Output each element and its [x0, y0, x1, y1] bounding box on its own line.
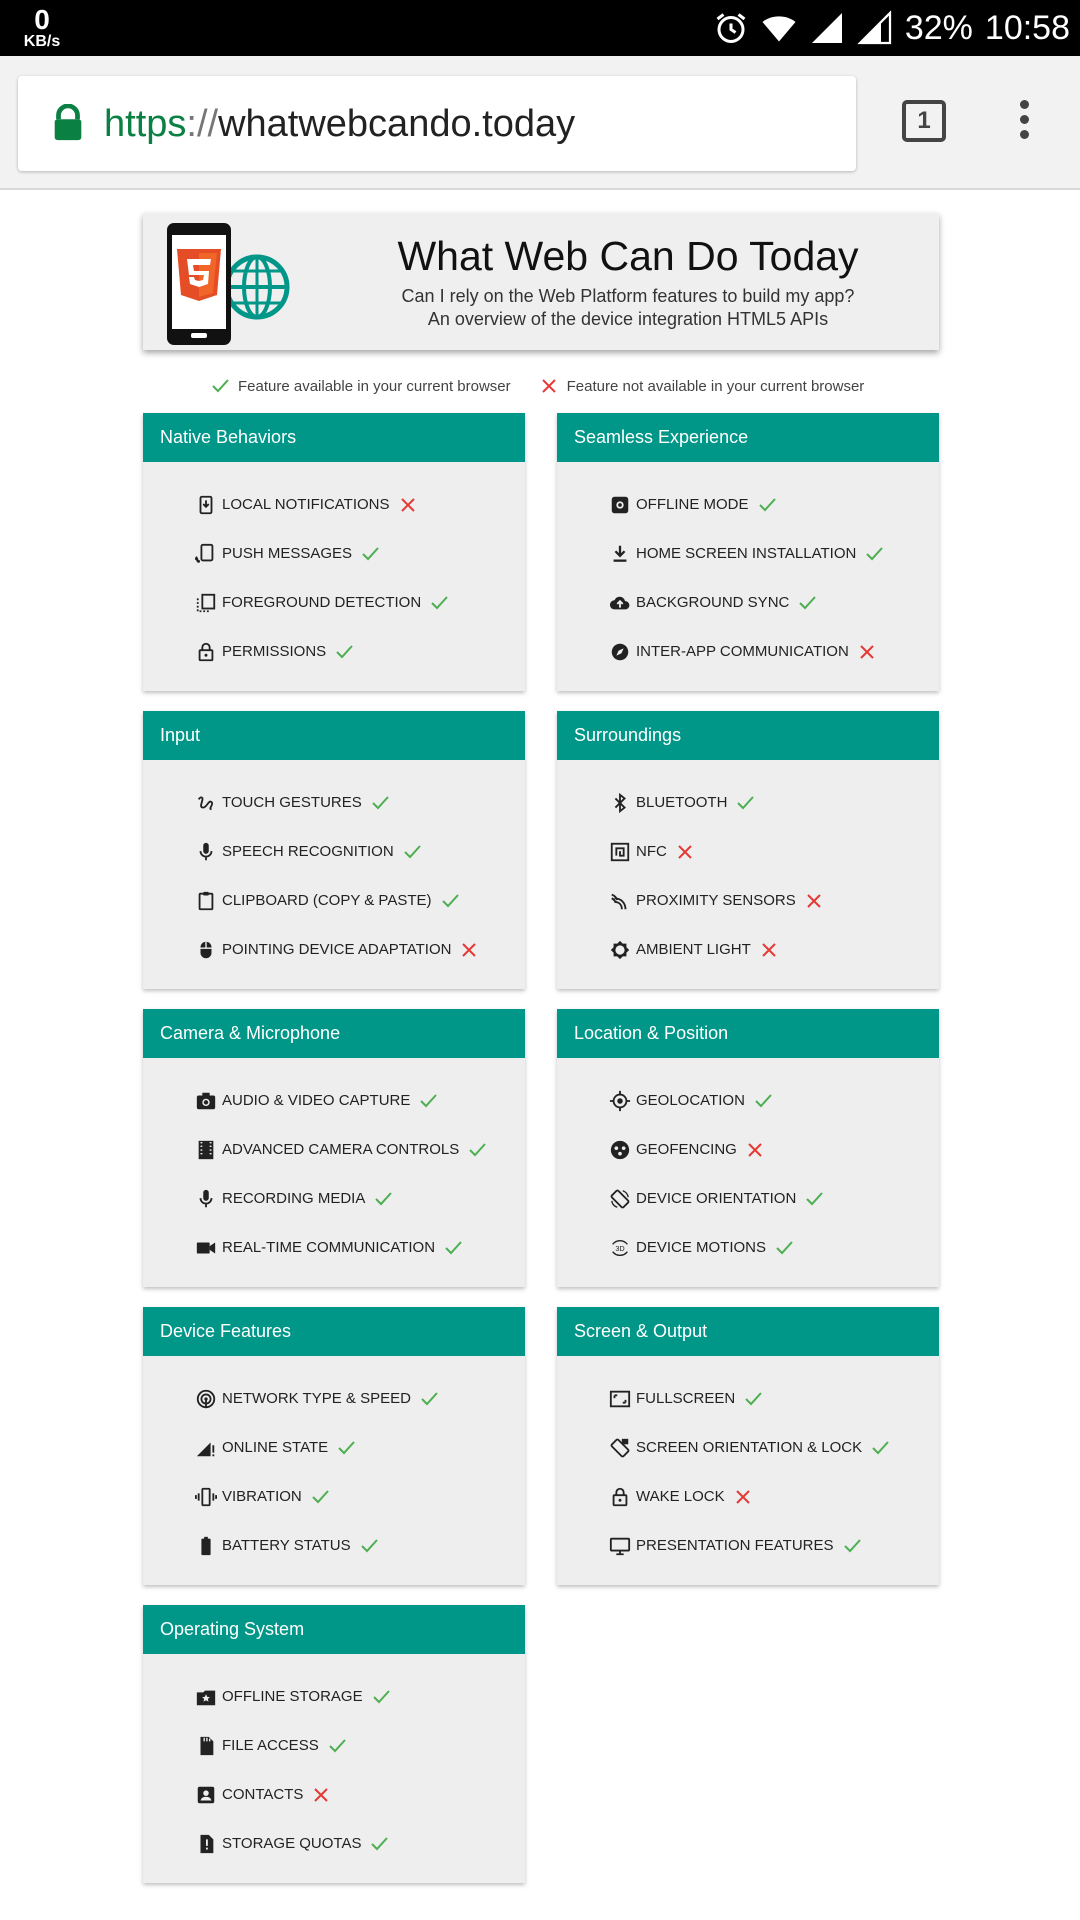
- checkmark-icon: [210, 376, 230, 396]
- vibration-icon: [195, 1486, 217, 1508]
- available-check-icon: [735, 793, 755, 813]
- feature-card: [557, 1009, 939, 1287]
- feature-card-title[interactable]: Surroundings: [557, 711, 939, 760]
- feature-list: [557, 1356, 939, 1570]
- feature-item[interactable]: [609, 578, 939, 627]
- cell-signal-2-icon: [857, 10, 893, 46]
- quota-icon: [195, 1833, 217, 1855]
- unavailable-cross-icon: [733, 1487, 753, 1507]
- feature-item[interactable]: [195, 1076, 525, 1125]
- feature-label: FULLSCREEN: [636, 1390, 736, 1407]
- feature-label: PUSH MESSAGES: [222, 545, 353, 562]
- overflow-menu-icon[interactable]: [1016, 100, 1032, 144]
- feature-card: [557, 711, 939, 989]
- feature-label: AMBIENT LIGHT: [636, 941, 751, 958]
- feature-item[interactable]: [609, 1076, 939, 1125]
- feature-card-title[interactable]: Operating System: [143, 1605, 525, 1654]
- feature-label: SCREEN ORIENTATION & LOCK: [636, 1439, 863, 1456]
- feature-card-title[interactable]: Screen & Output: [557, 1307, 939, 1356]
- feature-label: RECORDING MEDIA: [222, 1190, 366, 1207]
- compass-icon: [609, 641, 631, 663]
- feature-label: OFFLINE STORAGE: [222, 1688, 363, 1705]
- feature-label: PROXIMITY SENSORS: [636, 892, 796, 909]
- unavailable-cross-icon: [759, 940, 779, 960]
- feature-label: DEVICE ORIENTATION: [636, 1190, 797, 1207]
- feature-item[interactable]: [609, 627, 939, 676]
- page-subtitle: [333, 285, 923, 331]
- available-check-icon: [359, 1536, 379, 1556]
- feature-label: FOREGROUND DETECTION: [222, 594, 422, 611]
- legend: [210, 374, 910, 398]
- geofence-icon: [609, 1139, 631, 1161]
- feature-label: TOUCH GESTURES: [222, 794, 362, 811]
- feature-label: INTER-APP COMMUNICATION: [636, 643, 849, 660]
- feature-label: DEVICE MOTIONS: [636, 1239, 767, 1256]
- feature-list: [557, 1058, 939, 1272]
- feature-card-title[interactable]: Location & Position: [557, 1009, 939, 1058]
- feature-label: NETWORK TYPE & SPEED: [222, 1390, 411, 1407]
- browser-toolbar: [0, 56, 1080, 190]
- mouse-icon: [195, 939, 217, 961]
- status-bar: [0, 0, 1080, 56]
- gesture-icon: [195, 792, 217, 814]
- unavailable-cross-icon: [398, 495, 418, 515]
- videocam-icon: [195, 1237, 217, 1259]
- available-check-icon: [743, 1389, 763, 1409]
- feature-label: HOME SCREEN INSTALLATION: [636, 545, 857, 562]
- url-host: whatwebcando.today: [218, 103, 576, 145]
- available-check-icon: [336, 1438, 356, 1458]
- battery-icon: [195, 1535, 217, 1557]
- sd-card-icon: [195, 1735, 217, 1757]
- feature-item[interactable]: [609, 1472, 939, 1521]
- feature-item[interactable]: [609, 1174, 939, 1223]
- feature-card-title[interactable]: Input: [143, 711, 525, 760]
- push-icon: [195, 543, 217, 565]
- address-bar[interactable]: [18, 76, 856, 171]
- feature-label: PERMISSIONS: [222, 643, 327, 660]
- feature-item[interactable]: [195, 1770, 525, 1819]
- legend-not-available-label: Feature not available in your current browser: [566, 377, 865, 395]
- feature-list: [143, 1356, 525, 1570]
- alarm-icon: [713, 10, 749, 46]
- unavailable-cross-icon: [459, 940, 479, 960]
- feature-item[interactable]: [609, 1521, 939, 1570]
- svg-text:3D: 3D: [615, 1243, 625, 1253]
- feature-item[interactable]: [609, 529, 939, 578]
- feature-item[interactable]: [609, 1374, 939, 1423]
- unavailable-cross-icon: [311, 1785, 331, 1805]
- feature-label: ONLINE STATE: [222, 1439, 329, 1456]
- feature-label: BACKGROUND SYNC: [636, 594, 790, 611]
- available-check-icon: [370, 793, 390, 813]
- feature-list: [143, 462, 525, 676]
- screen-lock-rotation-icon: [609, 1437, 631, 1459]
- feature-list: [143, 760, 525, 974]
- feature-item[interactable]: [195, 1174, 525, 1223]
- camera-icon: [195, 1090, 217, 1112]
- available-check-icon: [753, 1091, 773, 1111]
- feature-label: POINTING DEVICE ADAPTATION: [222, 941, 452, 958]
- available-check-icon: [804, 1189, 824, 1209]
- url-scheme: https: [104, 103, 187, 145]
- network-speed-unit: KB/s: [23, 33, 61, 50]
- feature-item[interactable]: [195, 1521, 525, 1570]
- unavailable-cross-icon: [675, 842, 695, 862]
- secure-lock-icon: [52, 104, 84, 142]
- feature-card: [143, 413, 525, 691]
- crosshair-icon: [609, 1090, 631, 1112]
- feature-card-title[interactable]: Native Behaviors: [143, 413, 525, 462]
- proximity-icon: [609, 890, 631, 912]
- feature-item[interactable]: [609, 925, 939, 974]
- feature-item[interactable]: [195, 529, 525, 578]
- feature-item[interactable]: [195, 1374, 525, 1423]
- url-separator: ://: [186, 103, 219, 145]
- 3d-rotation-icon: [609, 1237, 631, 1259]
- feature-label: REAL-TIME COMMUNICATION: [222, 1239, 436, 1256]
- feature-item[interactable]: [609, 1125, 939, 1174]
- legend-not-available: [539, 376, 865, 396]
- feature-card: [557, 413, 939, 691]
- feature-item[interactable]: [195, 1423, 525, 1472]
- available-check-icon: [369, 1834, 389, 1854]
- contact-icon: [195, 1784, 217, 1806]
- network-speed: [22, 6, 62, 50]
- rotate-icon: [609, 1188, 631, 1210]
- legend-available: [210, 376, 511, 396]
- microphone-icon: [195, 1188, 217, 1210]
- monitor-icon: [609, 1535, 631, 1557]
- feature-item[interactable]: [195, 1819, 525, 1868]
- feature-item[interactable]: [195, 925, 525, 974]
- html5-phone-globe-logo: [165, 219, 291, 347]
- brightness-icon: [609, 939, 631, 961]
- signal-icon: [195, 1437, 217, 1459]
- feature-card: [143, 1307, 525, 1585]
- feature-label: BATTERY STATUS: [222, 1537, 351, 1554]
- available-check-icon: [870, 1438, 890, 1458]
- feature-label: NFC: [636, 843, 667, 860]
- available-check-icon: [440, 891, 460, 911]
- legend-available-label: Feature available in your current browser: [238, 377, 511, 395]
- feature-label: SPEECH RECOGNITION: [222, 843, 394, 860]
- available-check-icon: [418, 1091, 438, 1111]
- fullscreen-icon: [609, 1388, 631, 1410]
- download-icon: [609, 543, 631, 565]
- feature-card: [557, 1307, 939, 1585]
- feature-card: [143, 1605, 525, 1883]
- feature-label: FILE ACCESS: [222, 1737, 319, 1754]
- feature-item[interactable]: [609, 876, 939, 925]
- feature-list: [557, 760, 939, 974]
- network-speed-value: 0: [34, 4, 50, 35]
- available-check-icon: [360, 544, 380, 564]
- clipboard-icon: [195, 890, 217, 912]
- feature-item[interactable]: [609, 827, 939, 876]
- feature-card-title[interactable]: Device Features: [143, 1307, 525, 1356]
- feature-item[interactable]: [195, 827, 525, 876]
- clock: 10:58: [984, 8, 1070, 47]
- feature-item[interactable]: [195, 1125, 525, 1174]
- feature-item[interactable]: [609, 480, 939, 529]
- feature-list: [557, 462, 939, 676]
- feature-label: ADVANCED CAMERA CONTROLS: [222, 1141, 460, 1158]
- available-check-icon: [334, 642, 354, 662]
- url-text[interactable]: [104, 102, 575, 146]
- feature-label: WAKE LOCK: [636, 1488, 725, 1505]
- feature-label: VIBRATION: [222, 1488, 302, 1505]
- available-check-icon: [443, 1238, 463, 1258]
- available-check-icon: [797, 593, 817, 613]
- feature-item[interactable]: [195, 578, 525, 627]
- feature-item[interactable]: [609, 778, 939, 827]
- feature-label: CONTACTS: [222, 1786, 304, 1803]
- cell-signal-icon: [809, 10, 845, 46]
- cross-icon: [539, 376, 559, 396]
- unavailable-cross-icon: [857, 642, 877, 662]
- subtitle-line-1: Can I rely on the Web Platform features to build my app?: [401, 286, 855, 306]
- feature-item[interactable]: [195, 1223, 525, 1272]
- microphone-icon: [195, 841, 217, 863]
- feature-card-title[interactable]: Seamless Experience: [557, 413, 939, 462]
- available-check-icon: [864, 544, 884, 564]
- battery-level: 32%: [904, 8, 973, 47]
- available-check-icon: [429, 593, 449, 613]
- feature-label: LOCAL NOTIFICATIONS: [222, 496, 390, 513]
- cloud-upload-icon: [609, 592, 631, 614]
- storage-icon: [195, 1686, 217, 1708]
- feature-label: GEOLOCATION: [636, 1092, 745, 1109]
- available-check-icon: [419, 1389, 439, 1409]
- foreground-icon: [195, 592, 217, 614]
- feature-card: [143, 711, 525, 989]
- available-check-icon: [467, 1140, 487, 1160]
- unavailable-cross-icon: [804, 891, 824, 911]
- available-check-icon: [373, 1189, 393, 1209]
- film-icon: [195, 1139, 217, 1161]
- feature-item[interactable]: [195, 1721, 525, 1770]
- lock-icon: [195, 641, 217, 663]
- tab-switcher-button[interactable]: 1: [902, 100, 946, 142]
- feature-label: BLUETOOTH: [636, 794, 728, 811]
- available-check-icon: [371, 1687, 391, 1707]
- available-check-icon: [774, 1238, 794, 1258]
- feature-item[interactable]: [195, 1472, 525, 1521]
- feature-item[interactable]: [195, 627, 525, 676]
- lock-icon: [609, 1486, 631, 1508]
- nfc-icon: [609, 841, 631, 863]
- unavailable-cross-icon: [745, 1140, 765, 1160]
- feature-label: STORAGE QUOTAS: [222, 1835, 362, 1852]
- feature-item[interactable]: [609, 1423, 939, 1472]
- available-check-icon: [310, 1487, 330, 1507]
- feature-card-title[interactable]: Camera & Microphone: [143, 1009, 525, 1058]
- feature-list: [143, 1058, 525, 1272]
- feature-item[interactable]: [609, 1223, 939, 1272]
- available-check-icon: [327, 1736, 347, 1756]
- wifi-icon: [761, 10, 797, 46]
- feature-list: [143, 1654, 525, 1868]
- feature-label: PRESENTATION FEATURES: [636, 1537, 834, 1554]
- feature-card: [143, 1009, 525, 1287]
- feature-label: AUDIO & VIDEO CAPTURE: [222, 1092, 411, 1109]
- subtitle-line-2: An overview of the device integration HTML5 APIs: [427, 309, 829, 329]
- feature-item[interactable]: [195, 1672, 525, 1721]
- available-check-icon: [402, 842, 422, 862]
- notification-icon: [195, 494, 217, 516]
- network-icon: [195, 1388, 217, 1410]
- feature-item[interactable]: [195, 778, 525, 827]
- bluetooth-icon: [609, 792, 631, 814]
- page-title: What Web Can Do Today: [397, 233, 859, 279]
- site-header: [143, 213, 939, 350]
- feature-item[interactable]: [195, 480, 525, 529]
- feature-label: CLIPBOARD (COPY & PASTE): [222, 892, 432, 909]
- gear-icon: [609, 494, 631, 516]
- feature-item[interactable]: [195, 876, 525, 925]
- available-check-icon: [842, 1536, 862, 1556]
- available-check-icon: [757, 495, 777, 515]
- feature-label: OFFLINE MODE: [636, 496, 749, 513]
- feature-label: GEOFENCING: [636, 1141, 737, 1158]
